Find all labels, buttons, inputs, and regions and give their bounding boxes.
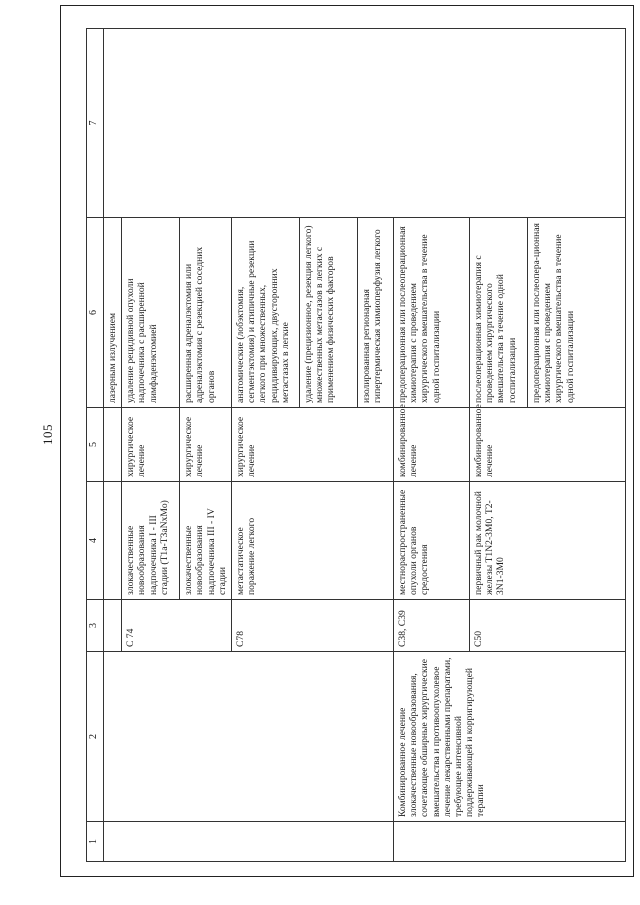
header-col-1: 1	[87, 822, 104, 862]
cell-empty	[104, 29, 626, 218]
cell-method: удаление рецидивной опухоли надпочечника с расширенной лимфаденэктомией	[122, 218, 180, 408]
cell-group-name: Комбинированное лечение злокачественные новообразования, сочетающее обширные хирургические вмешательства и противоопухолевое лечение лекарственными препаратами, требующее интенсивной поддерживающей и корригирующей терапии	[394, 652, 626, 822]
cell-empty	[104, 482, 122, 600]
cell-empty	[104, 652, 394, 822]
cell-method: лазерным излучением	[104, 218, 122, 408]
cell-method: предоперационная или послеопера-ционная химиотерапия с проведением хирургического вмешательства в течение одной госпитализации	[528, 218, 626, 408]
cell-code: С78	[232, 600, 394, 652]
cell-treatment-type: хирургическое лечение	[180, 408, 232, 482]
cell-empty	[104, 600, 122, 652]
header-col-5: 5	[87, 408, 104, 482]
header-col-4: 4	[87, 482, 104, 600]
table-row	[104, 29, 122, 862]
page-number: 105	[40, 424, 55, 445]
rotated-table-wrapper	[86, 29, 626, 862]
cell-code: С 74	[122, 600, 232, 652]
cell-method: предоперационная или послеоперационная химиотерапия с проведением хирургического вмешательства в течение одной госпитализации	[394, 218, 470, 408]
cell-empty	[104, 408, 122, 482]
cell-diagnosis: первичный рак молочной железы T1N2-3M0, T2-3N1-3M0	[470, 482, 626, 600]
cell-treatment-type: комбинированное лечение	[470, 408, 626, 482]
cell-method: удаление (прецизионное, резекция легкого) множественных метастазов в легких с применением физических факторов	[300, 218, 358, 408]
cell-method: послеоперационная химиотерапия с проведением хирургического вмешательства в течение одной госпитализации	[470, 218, 528, 408]
cell-diagnosis: местнораспространенные опухоли органов средостения	[394, 482, 470, 600]
cell-empty	[394, 822, 626, 862]
cell-method: анатомические (лобэктомия, сегментэктомия) и атипичные резекции легкого при множественных, рецидивирующих, двусторонних метастазах в легкие	[232, 218, 300, 408]
header-row	[87, 29, 104, 862]
header-col-2: 2	[87, 652, 104, 822]
cell-diagnosis: метастатическое поражение легкого	[232, 482, 394, 600]
medical-services-table	[86, 28, 626, 862]
cell-empty	[104, 822, 394, 862]
cell-treatment-type: хирургическое лечение	[122, 408, 180, 482]
cell-code: С50	[470, 600, 626, 652]
cell-method: изолированная регионарная гипертермическая химиоперфузия легкого	[358, 218, 394, 408]
cell-code: С38, С39	[394, 600, 470, 652]
cell-treatment-type: комбинированное лечение	[394, 408, 470, 482]
header-col-6: 6	[87, 218, 104, 408]
cell-diagnosis: злокачественные новообразования надпочечника I - III стадии (T1a-T3aNxMo)	[122, 482, 180, 600]
header-col-3: 3	[87, 600, 104, 652]
cell-treatment-type: хирургическое лечение	[232, 408, 394, 482]
header-col-7: 7	[87, 29, 104, 218]
cell-diagnosis: злокачественные новообразования надпочечника III - IV стадии	[180, 482, 232, 600]
cell-method: расширенная адреналэктомия или адреналэктомия с резекцией соседних органов	[180, 218, 232, 408]
